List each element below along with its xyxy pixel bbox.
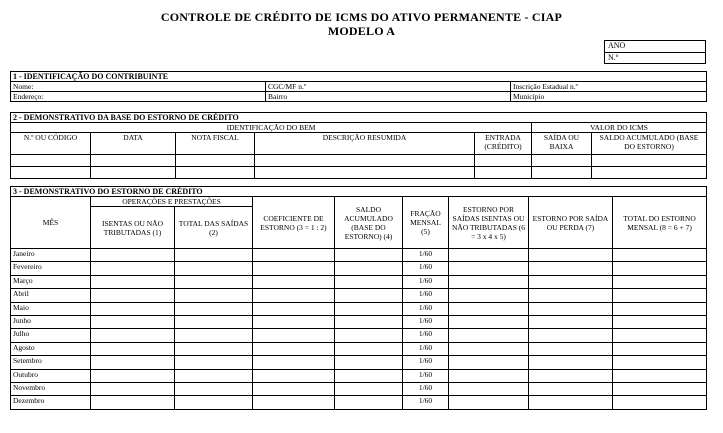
table-row [11,396,707,409]
fraction-cell: 1/60 [403,302,449,315]
cell[interactable] [253,342,335,355]
fraction-cell: 1/60 [403,249,449,262]
fraction-cell: 1/60 [403,382,449,395]
cell[interactable] [255,167,475,179]
cell[interactable] [449,262,529,275]
cell[interactable] [449,315,529,328]
cell[interactable] [449,329,529,342]
cell[interactable] [449,275,529,288]
col-coeficiente: COEFICIENTE DE ESTORNO (3 = 1 : 2) [253,197,335,249]
cell[interactable] [449,396,529,409]
col-fracao: FRAÇÃO MENSAL (5) [403,197,449,249]
municipio-field[interactable]: Município [511,92,707,102]
cell[interactable] [335,396,403,409]
cell[interactable] [613,356,707,369]
cell[interactable] [335,262,403,275]
ident-bem-header: IDENTIFICAÇÃO DO BEM [11,123,532,133]
cell[interactable] [91,369,175,382]
operacoes-header: OPERAÇÕES E PRESTAÇÕES [91,197,253,207]
cell[interactable] [613,329,707,342]
cell[interactable] [253,275,335,288]
cell[interactable] [91,249,175,262]
section2-title: 2 - DEMONSTRATIVO DA BASE DO ESTORNO DE CRÉDITO [11,113,707,123]
cell[interactable] [449,302,529,315]
cell[interactable] [449,249,529,262]
month-label: Junho [11,315,91,328]
cell[interactable] [529,342,613,355]
cell[interactable] [335,249,403,262]
col-total-saidas: TOTAL DAS SAÍDAS (2) [175,207,253,249]
cell[interactable] [91,329,175,342]
table-row [11,356,707,369]
cell[interactable] [613,289,707,302]
cgc-field[interactable]: CGC/MF n.º [266,82,511,92]
cell[interactable] [175,249,253,262]
cell[interactable] [529,396,613,409]
section-estorno [10,186,707,410]
cell[interactable] [475,155,532,167]
cell[interactable] [449,369,529,382]
cell[interactable] [175,262,253,275]
cell[interactable] [529,262,613,275]
cell[interactable] [175,275,253,288]
cell[interactable] [613,275,707,288]
cell[interactable] [335,275,403,288]
cell[interactable] [449,382,529,395]
ano-field[interactable]: ANO [608,41,626,50]
col-mes: MÊS [11,197,91,249]
cell[interactable] [253,329,335,342]
cell[interactable] [592,167,707,179]
cell[interactable] [592,155,707,167]
cell[interactable] [529,356,613,369]
fraction-cell: 1/60 [403,275,449,288]
cell[interactable] [253,356,335,369]
cell[interactable] [175,289,253,302]
year-number-box [604,40,706,64]
section1-title: 1 - IDENTIFICAÇÃO DO CONTRIBUINTE [11,72,707,82]
cell[interactable] [449,356,529,369]
cell[interactable] [335,356,403,369]
cell[interactable] [91,275,175,288]
fraction-cell: 1/60 [403,329,449,342]
cell[interactable] [253,289,335,302]
cell[interactable] [253,262,335,275]
cell[interactable] [529,302,613,315]
cell[interactable] [529,289,613,302]
cell[interactable] [335,302,403,315]
fraction-cell: 1/60 [403,262,449,275]
cell[interactable] [253,315,335,328]
table-row [11,382,707,395]
valor-icms-header: VALOR DO ICMS [532,123,707,133]
cell[interactable] [253,302,335,315]
fraction-cell: 1/60 [403,315,449,328]
col-saldo: SALDO ACUMULADO (BASE DO ESTORNO) [592,133,707,155]
cell[interactable] [335,329,403,342]
cell[interactable] [335,315,403,328]
col-numero: N.º OU CÓDIGO [11,133,91,155]
cell[interactable] [529,329,613,342]
cell[interactable] [91,315,175,328]
table-row [11,329,707,342]
cell[interactable] [175,342,253,355]
table-row [11,262,707,275]
cell[interactable] [91,356,175,369]
cell[interactable] [91,262,175,275]
cell[interactable] [91,382,175,395]
cell[interactable] [335,342,403,355]
section-identificacao [10,71,707,102]
cell[interactable] [532,155,592,167]
col-data: DATA [91,133,176,155]
col-saida: SAÍDA OU BAIXA [532,133,592,155]
cell[interactable] [253,382,335,395]
cell[interactable] [613,396,707,409]
cell[interactable] [475,167,532,179]
cell[interactable] [91,342,175,355]
cell[interactable] [532,167,592,179]
cell[interactable] [529,315,613,328]
cell[interactable] [613,262,707,275]
month-label: Dezembro [11,396,91,409]
cell[interactable] [613,249,707,262]
table-row [11,275,707,288]
cell[interactable] [175,369,253,382]
cell[interactable] [529,369,613,382]
cell[interactable] [91,289,175,302]
cell[interactable] [613,369,707,382]
cell[interactable] [176,167,255,179]
month-label: Janeiro [11,249,91,262]
col-estorno-isentas: ESTORNO POR SAÍDAS ISENTAS OU NÃO TRIBUTADAS (6 = 3 x 4 x 5) [449,197,529,249]
cell[interactable] [175,382,253,395]
cell[interactable] [529,382,613,395]
cell[interactable] [449,342,529,355]
cell[interactable] [613,302,707,315]
cell[interactable] [613,315,707,328]
cell[interactable] [449,289,529,302]
cell[interactable] [613,342,707,355]
cell[interactable] [255,155,475,167]
cell[interactable] [613,382,707,395]
month-label: Julho [11,329,91,342]
cell[interactable] [176,155,255,167]
col-entrada: ENTRADA (CRÉDITO) [475,133,532,155]
cell[interactable] [11,155,91,167]
col-descricao: DESCRIÇÃO RESUMIDA [255,133,475,155]
cell[interactable] [11,167,91,179]
month-label: Agosto [11,342,91,355]
cell[interactable] [529,249,613,262]
col-estorno-perda: ESTORNO POR SAÍDA OU PERDA (7) [529,197,613,249]
cell[interactable] [253,369,335,382]
col-saldo-acumulado: SALDO ACUMULADO (BASE DO ESTORNO) (4) [335,197,403,249]
month-label: Outubro [11,369,91,382]
fraction-cell: 1/60 [403,342,449,355]
section3-title: 3 - DEMONSTRATIVO DO ESTORNO DE CRÉDITO [11,187,707,197]
cell[interactable] [529,275,613,288]
col-isentas: ISENTAS OU NÃO TRIBUTADAS (1) [91,207,175,249]
cell[interactable] [175,396,253,409]
form-title: CONTROLE DE CRÉDITO DE ICMS DO ATIVO PERMANENTE - CIAP [160,10,563,24]
cell[interactable] [91,396,175,409]
cell[interactable] [91,155,176,167]
table-row [11,369,707,382]
col-total-estorno: TOTAL DO ESTORNO MENSAL (8 = 6 + 7) [613,197,707,249]
fraction-cell: 1/60 [403,289,449,302]
month-label: Maio [11,302,91,315]
cell[interactable] [335,369,403,382]
cell[interactable] [335,289,403,302]
cell[interactable] [175,329,253,342]
cell[interactable] [175,356,253,369]
endereco-field[interactable]: Endereço: [11,92,266,102]
fraction-cell: 1/60 [403,396,449,409]
bairro-field[interactable]: Bairro [266,92,511,102]
cell[interactable] [253,396,335,409]
cell[interactable] [91,302,175,315]
cell[interactable] [335,382,403,395]
month-label: Setembro [11,356,91,369]
nome-field[interactable]: Nome: [11,82,266,92]
table-row [11,315,707,328]
cell[interactable] [253,249,335,262]
month-label: Fevereiro [11,262,91,275]
month-label: Abril [11,289,91,302]
cell[interactable] [175,302,253,315]
fraction-cell: 1/60 [403,369,449,382]
table-row [11,302,707,315]
fraction-cell: 1/60 [403,356,449,369]
table-row [11,289,707,302]
section-base-estorno [10,112,707,179]
month-label: Novembro [11,382,91,395]
cell[interactable] [175,315,253,328]
numero-field[interactable]: N.º [605,52,705,63]
form-subtitle: MODELO A [327,24,396,38]
table-row [11,342,707,355]
table-row [11,249,707,262]
month-label: Março [11,275,91,288]
cell[interactable] [91,167,176,179]
col-nota: NOTA FISCAL [176,133,255,155]
inscricao-field[interactable]: Inscrição Estadual n.º [511,82,707,92]
